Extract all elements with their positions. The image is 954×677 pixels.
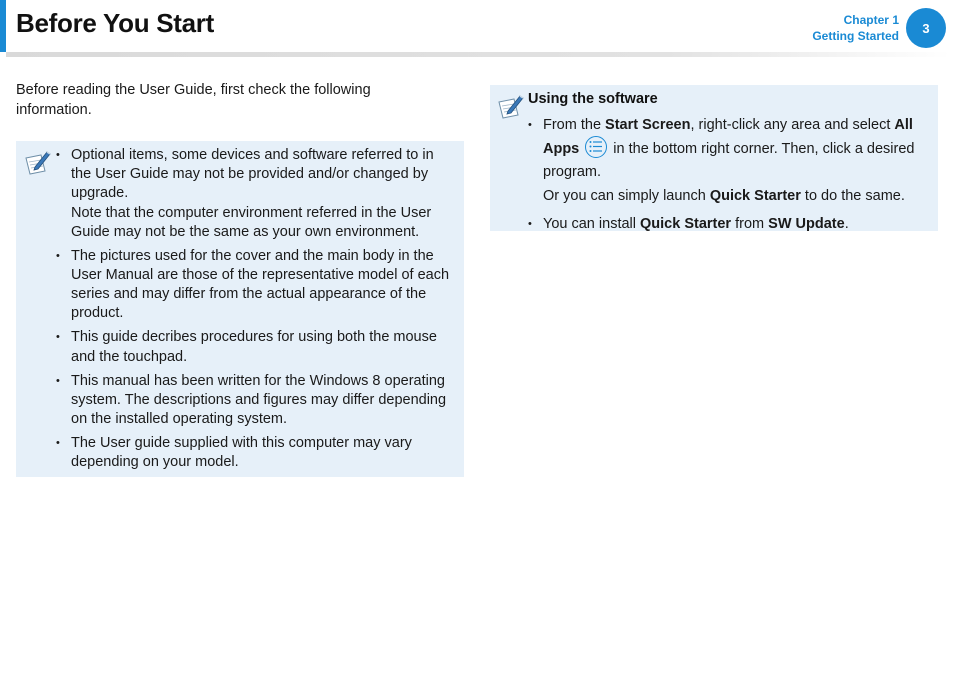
list-item (56, 434, 456, 472)
text-run: . (844, 215, 849, 232)
software-notes-list (528, 114, 933, 241)
text-run: Or you can simply launch (543, 187, 710, 204)
list-item (56, 146, 456, 242)
text-run: in the bottom right corner. Then, click a desired program. (543, 140, 915, 180)
note-box-general (16, 141, 464, 477)
list-item-subtext: Note that the computer environment referred in the User Guide may not be the same as your own environment. (71, 204, 432, 240)
note-pencil-icon (496, 93, 524, 119)
all-apps-term: All Apps (543, 117, 913, 157)
quick-starter-term: Quick Starter (640, 215, 732, 232)
text-run: from (731, 215, 769, 232)
page-header (0, 0, 954, 60)
start-screen-term: Start Screen (605, 117, 691, 133)
page-number-badge: 3 (906, 8, 946, 48)
chapter-label: Chapter 1 (843, 13, 899, 27)
list-item (528, 114, 933, 208)
header-divider (6, 52, 950, 57)
list-item-text: Optional items, some devices and software referred to in the User Guide may not be provided and/or changed by upgrade. (71, 147, 434, 202)
note-box-software (490, 85, 938, 231)
text-run: From the (543, 117, 606, 133)
list-item-text: This guide decribes procedures for using both the mouse and the touchpad. (71, 329, 437, 365)
quick-starter-term: Quick Starter (709, 187, 801, 204)
sw-update-term: SW Update (768, 215, 845, 232)
list-item-text: The User guide supplied with this computer may vary depending on your model. (71, 435, 412, 471)
text-run: to do the same. (800, 187, 905, 204)
list-item (56, 372, 456, 430)
chapter-indicator (812, 12, 899, 44)
page-title: Before You Start (16, 8, 214, 38)
text-run: You can install (543, 215, 641, 232)
intro-text: Before reading the User Guide, first check the following information. (16, 82, 371, 118)
accent-bar (0, 0, 6, 52)
general-notes-list (56, 146, 456, 477)
list-item (528, 213, 933, 237)
list-item-text: The pictures used for the cover and the main body in the User Manual are those of the representative model of each series and may differ from the actual appearance of the product. (71, 247, 450, 322)
chapter-name: Getting Started (812, 29, 899, 43)
list-item (56, 247, 456, 324)
note-heading: Using the software (528, 91, 658, 107)
list-item-text: This manual has been written for the Windows 8 operating system. The descriptions and figures may differ depending on the installed operating system. (71, 372, 447, 428)
text-run: , right-click any area and select (690, 117, 895, 133)
all-apps-icon (585, 136, 607, 158)
list-item (56, 328, 456, 366)
note-pencil-icon (23, 149, 51, 175)
